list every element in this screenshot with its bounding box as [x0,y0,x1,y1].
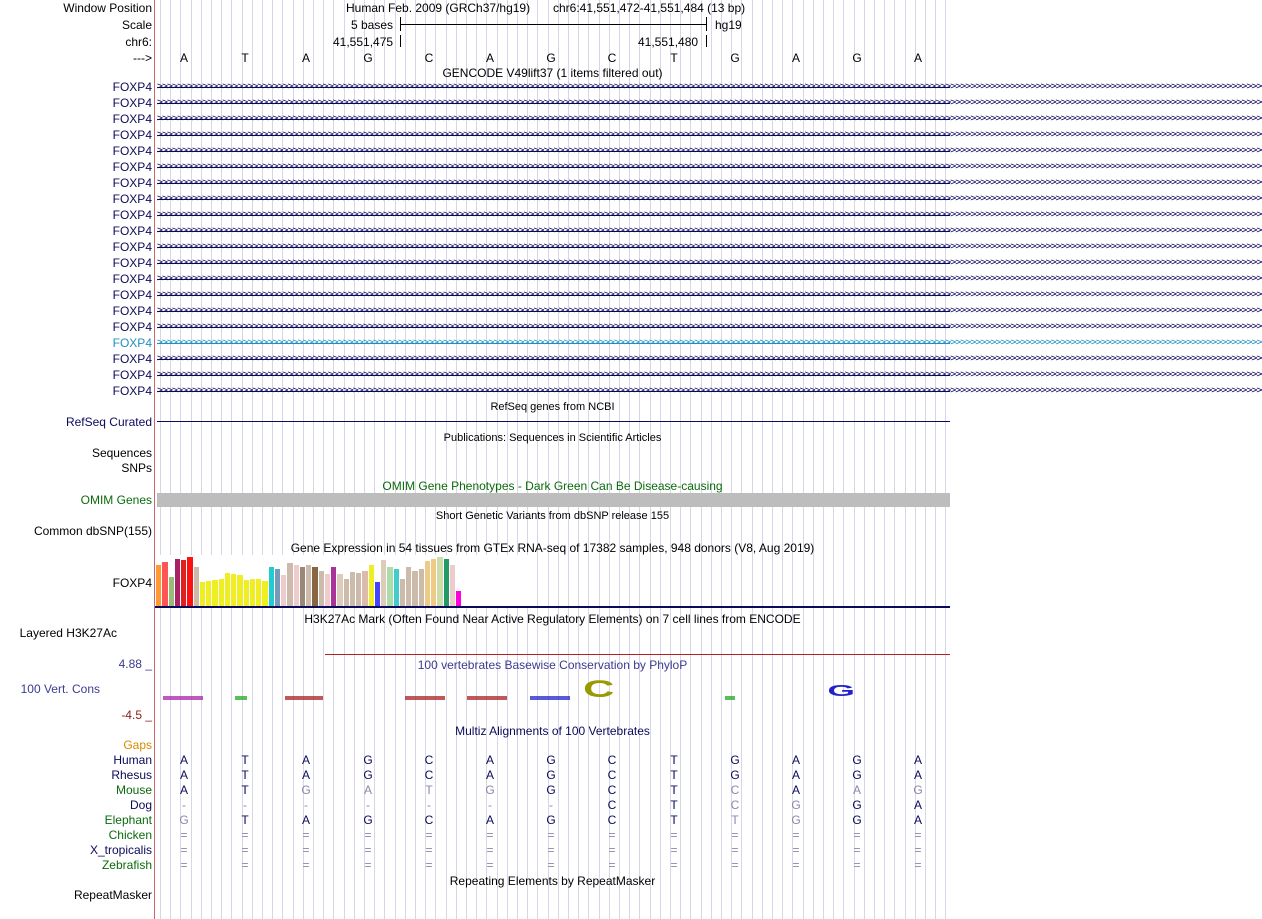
db-text: hg19 [715,18,742,32]
multiz-base: A [301,753,310,767]
multiz-base: G [363,768,373,782]
multiz-base: = [180,828,188,842]
strand-arrows: >>>>>>>>>>>>>>>>>>>>>>>>>>>>>>>>>>>>>>>>>>>>>>>>>>>>>>>>>>>>>>>>>>>>>>>>>>>>>>>>>>>>>>>>>>>>>>>>>>>>>>>>>>>>>>>>>>>>>>>>>>>>>>>>>>>>>>>>>>>>>>>>>>>>>>>>>>>>>>>>>>>>>>>>>>>>>>>>>>>>>>>>>>>>>>>>>>>>>>>>>>>>>>>>>>>>>>>>>>>> [157,177,1262,188]
strand-arrows: >>>>>>>>>>>>>>>>>>>>>>>>>>>>>>>>>>>>>>>>>>>>>>>>>>>>>>>>>>>>>>>>>>>>>>>>>>>>>>>>>>>>>>>>>>>>>>>>>>>>>>>>>>>>>>>>>>>>>>>>>>>>>>>>>>>>>>>>>>>>>>>>>>>>>>>>>>>>>>>>>>>>>>>>>>>>>>>>>>>>>>>>>>>>>>>>>>>>>>>>>>>>>>>>>>>>>>>>>>>> [157,369,1262,380]
strand-arrows: >>>>>>>>>>>>>>>>>>>>>>>>>>>>>>>>>>>>>>>>>>>>>>>>>>>>>>>>>>>>>>>>>>>>>>>>>>>>>>>>>>>>>>>>>>>>>>>>>>>>>>>>>>>>>>>>>>>>>>>>>>>>>>>>>>>>>>>>>>>>>>>>>>>>>>>>>>>>>>>>>>>>>>>>>>>>>>>>>>>>>>>>>>>>>>>>>>>>>>>>>>>>>>>>>>>>>>>>>>>> [157,145,1262,156]
assembly-text: Human Feb. 2009 (GRCh37/hg19) [346,1,531,15]
multiz-base: T [241,813,249,827]
label-sequences[interactable]: Sequences [91,446,152,460]
gtex-bar[interactable] [256,579,261,607]
multiz-base: C [607,798,617,812]
gtex-bar[interactable] [394,569,399,607]
strand-arrows: >>>>>>>>>>>>>>>>>>>>>>>>>>>>>>>>>>>>>>>>>>>>>>>>>>>>>>>>>>>>>>>>>>>>>>>>>>>>>>>>>>>>>>>>>>>>>>>>>>>>>>>>>>>>>>>>>>>>>>>>>>>>>>>>>>>>>>>>>>>>>>>>>>>>>>>>>>>>>>>>>>>>>>>>>>>>>>>>>>>>>>>>>>>>>>>>>>>>>>>>>>>>>>>>>>>>>>>>>>>> [157,161,1262,172]
multiz-base: = [364,858,372,872]
gencode-transcript[interactable] [155,96,1262,110]
cons-stripe [405,696,445,700]
multiz-base: G [913,783,923,797]
multiz-base: T [670,768,678,782]
base: A [485,51,494,65]
label-scale: Scale [121,18,152,32]
strand-arrows: >>>>>>>>>>>>>>>>>>>>>>>>>>>>>>>>>>>>>>>>>>>>>>>>>>>>>>>>>>>>>>>>>>>>>>>>>>>>>>>>>>>>>>>>>>>>>>>>>>>>>>>>>>>>>>>>>>>>>>>>>>>>>>>>>>>>>>>>>>>>>>>>>>>>>>>>>>>>>>>>>>>>>>>>>>>>>>>>>>>>>>>>>>>>>>>>>>>>>>>>>>>>>>>>>>>>>>>>>>>> [157,337,1262,348]
multiz-base: G [852,813,862,827]
strand-arrows: >>>>>>>>>>>>>>>>>>>>>>>>>>>>>>>>>>>>>>>>>>>>>>>>>>>>>>>>>>>>>>>>>>>>>>>>>>>>>>>>>>>>>>>>>>>>>>>>>>>>>>>>>>>>>>>>>>>>>>>>>>>>>>>>>>>>>>>>>>>>>>>>>>>>>>>>>>>>>>>>>>>>>>>>>>>>>>>>>>>>>>>>>>>>>>>>>>>>>>>>>>>>>>>>>>>>>>>>>>>> [157,113,1262,124]
gencode-label[interactable]: FOXP4 [112,288,152,302]
gencode-transcript[interactable] [155,256,1262,270]
dbsnp-title: Short Genetic Variants from dbSNP release 155 [435,510,670,522]
multiz-base: G [730,753,740,767]
gtex-baseline [155,606,950,608]
multiz-base: A [852,783,861,797]
gtex-bar[interactable] [231,574,236,607]
track-image[interactable] [155,0,1262,919]
cons-letter: C [583,676,615,703]
gtex-bar[interactable] [225,573,230,607]
multiz-species-label[interactable]: Gaps [123,738,152,752]
cons-stripe [725,696,735,700]
cons-letter: G [827,683,855,700]
strand-arrows: >>>>>>>>>>>>>>>>>>>>>>>>>>>>>>>>>>>>>>>>>>>>>>>>>>>>>>>>>>>>>>>>>>>>>>>>>>>>>>>>>>>>>>>>>>>>>>>>>>>>>>>>>>>>>>>>>>>>>>>>>>>>>>>>>>>>>>>>>>>>>>>>>>>>>>>>>>>>>>>>>>>>>>>>>>>>>>>>>>>>>>>>>>>>>>>>>>>>>>>>>>>>>>>>>>>>>>>>>>>> [157,129,1262,140]
multiz-base: = [853,828,861,842]
multiz-base: G [179,813,189,827]
gtex-bar[interactable] [250,579,255,607]
gencode-label[interactable]: FOXP4 [112,112,152,126]
track-labels [0,0,152,919]
position-text: chr6:41,551,472-41,551,484 (13 bp) [553,1,746,15]
multiz-base: - [549,798,553,812]
multiz-base: A [363,783,372,797]
base: A [791,51,800,65]
strand-arrows: >>>>>>>>>>>>>>>>>>>>>>>>>>>>>>>>>>>>>>>>>>>>>>>>>>>>>>>>>>>>>>>>>>>>>>>>>>>>>>>>>>>>>>>>>>>>>>>>>>>>>>>>>>>>>>>>>>>>>>>>>>>>>>>>>>>>>>>>>>>>>>>>>>>>>>>>>>>>>>>>>>>>>>>>>>>>>>>>>>>>>>>>>>>>>>>>>>>>>>>>>>>>>>>>>>>>>>>>>>>> [157,193,1262,204]
gtex-bar[interactable] [406,567,411,607]
multiz-base: = [486,828,494,842]
multiz-base: A [485,813,494,827]
gtex-bar[interactable] [219,579,224,607]
multiz-base: - [243,798,247,812]
h3k27ac-title: H3K27Ac Mark (Often Found Near Active Regulatory Elements) on 7 cell lines from ENCODE [304,612,801,626]
label-chrom: chr6: [125,35,152,49]
gencode-transcript[interactable] [155,320,1262,334]
multiz-base: A [179,783,188,797]
base: A [913,51,922,65]
base: A [179,51,188,65]
multiz-base: C [607,753,617,767]
multiz-base: G [791,798,801,812]
strand-arrows: >>>>>>>>>>>>>>>>>>>>>>>>>>>>>>>>>>>>>>>>>>>>>>>>>>>>>>>>>>>>>>>>>>>>>>>>>>>>>>>>>>>>>>>>>>>>>>>>>>>>>>>>>>>>>>>>>>>>>>>>>>>>>>>>>>>>>>>>>>>>>>>>>>>>>>>>>>>>>>>>>>>>>>>>>>>>>>>>>>>>>>>>>>>>>>>>>>>>>>>>>>>>>>>>>>>>>>>>>>>> [157,97,1262,108]
multiz-species-label[interactable]: Mouse [115,783,152,797]
gtex-bar[interactable] [156,565,161,607]
base: C [424,51,434,65]
label-strand: ---> [133,51,152,65]
gencode-transcript[interactable] [155,288,1262,302]
gencode-transcript[interactable] [155,128,1262,142]
multiz-species-label[interactable]: Dog [129,798,152,812]
strand-arrows: >>>>>>>>>>>>>>>>>>>>>>>>>>>>>>>>>>>>>>>>>>>>>>>>>>>>>>>>>>>>>>>>>>>>>>>>>>>>>>>>>>>>>>>>>>>>>>>>>>>>>>>>>>>>>>>>>>>>>>>>>>>>>>>>>>>>>>>>>>>>>>>>>>>>>>>>>>>>>>>>>>>>>>>>>>>>>>>>>>>>>>>>>>>>>>>>>>>>>>>>>>>>>>>>>>>>>>>>>>>> [157,273,1262,284]
multiz-base: G [363,813,373,827]
multiz-base: T [670,753,678,767]
base: T [670,51,678,65]
gtex-bar[interactable] [312,567,317,607]
coord-right: 41,551,480 [638,35,699,49]
gtex-bar[interactable] [387,567,392,607]
multiz-base: A [791,768,800,782]
multiz-base: T [241,783,249,797]
multiz-base: T [425,783,433,797]
multiz-base: = [302,828,310,842]
h3k27ac-signal[interactable] [325,654,950,655]
gencode-label[interactable]: FOXP4 [112,144,152,158]
repeat-title: Repeating Elements by RepeatMasker [449,874,656,888]
multiz-base: = [302,843,310,857]
cons-stripe [285,696,323,700]
gencode-label[interactable]: FOXP4 [112,128,152,142]
multiz-base: = [608,843,616,857]
multiz-base: G [852,798,862,812]
strand-arrows: >>>>>>>>>>>>>>>>>>>>>>>>>>>>>>>>>>>>>>>>>>>>>>>>>>>>>>>>>>>>>>>>>>>>>>>>>>>>>>>>>>>>>>>>>>>>>>>>>>>>>>>>>>>>>>>>>>>>>>>>>>>>>>>>>>>>>>>>>>>>>>>>>>>>>>>>>>>>>>>>>>>>>>>>>>>>>>>>>>>>>>>>>>>>>>>>>>>>>>>>>>>>>>>>>>>>>>>>>>>> [157,353,1262,364]
gencode-transcript[interactable] [155,80,1262,94]
gtex-bar[interactable] [444,559,449,607]
multiz-base: = [425,828,433,842]
multiz-species-label[interactable]: Elephant [104,813,152,827]
multiz-base: A [913,813,922,827]
multiz-base: T [731,813,739,827]
multiz-base: = [425,858,433,872]
gencode-transcript[interactable] [155,384,1262,398]
refseq-line[interactable] [157,421,950,422]
base: G [546,51,556,65]
multiz-base: = [914,858,922,872]
cons-stripe [467,696,507,700]
gtex-bar[interactable] [194,567,199,607]
gtex-bar[interactable] [362,571,367,607]
multiz-base: C [607,813,617,827]
multiz-base: - [488,798,492,812]
multiz-base: G [363,753,373,767]
gtex-bar[interactable] [206,581,211,607]
gencode-label[interactable]: FOXP4 [112,352,152,366]
gencode-transcript[interactable] [155,192,1262,206]
gtex-bar[interactable] [269,567,274,607]
multiz-base: - [427,798,431,812]
scale-text: 5 bases [351,18,394,32]
gencode-label[interactable]: FOXP4 [112,224,152,238]
multiz-base: C [607,783,617,797]
strand-arrows: >>>>>>>>>>>>>>>>>>>>>>>>>>>>>>>>>>>>>>>>>>>>>>>>>>>>>>>>>>>>>>>>>>>>>>>>>>>>>>>>>>>>>>>>>>>>>>>>>>>>>>>>>>>>>>>>>>>>>>>>>>>>>>>>>>>>>>>>>>>>>>>>>>>>>>>>>>>>>>>>>>>>>>>>>>>>>>>>>>>>>>>>>>>>>>>>>>>>>>>>>>>>>>>>>>>>>>>>>>>> [157,257,1262,268]
gtex-bar[interactable] [325,574,330,607]
gtex-bar[interactable] [262,581,267,607]
gtex-bar[interactable] [212,580,217,607]
multiz-base: = [364,828,372,842]
gtex-bar[interactable] [187,557,192,607]
multiz-base: = [547,858,555,872]
multiz-base: = [364,843,372,857]
cons-stripe [163,696,203,700]
gtex-bar[interactable] [319,571,324,607]
gencode-label[interactable]: FOXP4 [112,80,152,94]
gtex-bar[interactable] [237,575,242,607]
multiz-base: = [670,828,678,842]
label-cons-min: -4.5 _ [121,708,152,722]
multiz-species-label[interactable]: X_tropicalis [89,843,152,857]
gtex-chart[interactable] [155,555,535,607]
multiz-base: A [913,753,922,767]
multiz-base: A [179,768,188,782]
gencode-transcript[interactable] [155,224,1262,238]
multiz-base: G [485,783,495,797]
label-refseq[interactable]: RefSeq Curated [65,415,152,429]
gencode-transcript[interactable] [155,240,1262,254]
multiz-base: = [608,828,616,842]
multiz-base: T [670,798,678,812]
scale-bar [400,24,706,25]
base: A [301,51,310,65]
refseq-title: RefSeq genes from NCBI [490,401,615,413]
multiz-base: C [730,783,740,797]
gencode-label[interactable]: FOXP4 [112,192,152,206]
label-snps[interactable]: SNPs [121,461,152,475]
gtex-bar[interactable] [181,560,186,607]
multiz-base: T [670,783,678,797]
gencode-transcript[interactable] [155,208,1262,222]
multiz-title: Multiz Alignments of 100 Vertebrates [455,724,650,738]
multiz-base: = [914,828,922,842]
gtex-bar[interactable] [419,569,424,607]
multiz-base: - [304,798,308,812]
base: G [363,51,373,65]
multiz-base: = [425,843,433,857]
gtex-bar[interactable] [244,580,249,607]
gencode-transcript[interactable] [155,112,1262,126]
gtex-bar[interactable] [437,557,442,607]
gtex-bar[interactable] [412,571,417,607]
gencode-transcript[interactable] [155,144,1262,158]
multiz-base: C [730,798,740,812]
gencode-transcript[interactable] [155,368,1262,382]
multiz-base: A [485,753,494,767]
multiz-base: A [179,753,188,767]
gencode-label[interactable]: FOXP4 [112,240,152,254]
gencode-label[interactable]: FOXP4 [112,208,152,222]
scale-bar-right [706,17,707,31]
gtex-bar[interactable] [400,579,405,607]
label-cons[interactable]: 100 Vert. Cons [20,682,100,696]
gtex-bar[interactable] [331,567,336,607]
multiz-base: G [546,768,556,782]
multiz-base: G [546,813,556,827]
gtex-bar[interactable] [281,575,286,607]
multiz-base: = [731,858,739,872]
strand-arrows: >>>>>>>>>>>>>>>>>>>>>>>>>>>>>>>>>>>>>>>>>>>>>>>>>>>>>>>>>>>>>>>>>>>>>>>>>>>>>>>>>>>>>>>>>>>>>>>>>>>>>>>>>>>>>>>>>>>>>>>>>>>>>>>>>>>>>>>>>>>>>>>>>>>>>>>>>>>>>>>>>>>>>>>>>>>>>>>>>>>>>>>>>>>>>>>>>>>>>>>>>>>>>>>>>>>>>>>>>>>> [157,241,1262,252]
gtex-title: Gene Expression in 54 tissues from GTEx RNA-seq of 17382 samples, 948 donors (V8, Aug 2019) [290,541,815,555]
multiz-base: = [180,843,188,857]
multiz-base: T [670,813,678,827]
label-gtex-gene[interactable]: FOXP4 [112,576,152,590]
multiz-base: A [791,753,800,767]
multiz-base: C [607,768,617,782]
gtex-bar[interactable] [300,567,305,607]
multiz-base: = [486,858,494,872]
multiz-base: A [913,798,922,812]
label-repeatmasker[interactable]: RepeatMasker [73,888,152,902]
multiz-species-label[interactable]: Chicken [108,828,152,842]
multiz-base: G [852,753,862,767]
gencode-label[interactable]: FOXP4 [112,272,152,286]
multiz-base: = [670,843,678,857]
base: T [241,51,249,65]
multiz-base: G [791,813,801,827]
gencode-label[interactable]: FOXP4 [112,256,152,270]
multiz-base: C [424,813,434,827]
multiz-base: = [547,843,555,857]
strand-arrows: >>>>>>>>>>>>>>>>>>>>>>>>>>>>>>>>>>>>>>>>>>>>>>>>>>>>>>>>>>>>>>>>>>>>>>>>>>>>>>>>>>>>>>>>>>>>>>>>>>>>>>>>>>>>>>>>>>>>>>>>>>>>>>>>>>>>>>>>>>>>>>>>>>>>>>>>>>>>>>>>>>>>>>>>>>>>>>>>>>>>>>>>>>>>>>>>>>>>>>>>>>>>>>>>>>>>>>>>>>>> [157,225,1262,236]
omim-title: OMIM Gene Phenotypes - Dark Green Can Be Disease-causing [382,479,723,493]
gencode-label[interactable]: FOXP4 [112,336,152,350]
omim-bar[interactable] [157,493,950,507]
gencode-label[interactable]: FOXP4 [112,176,152,190]
multiz-base: A [485,768,494,782]
gencode-transcript[interactable] [155,336,1262,350]
gtex-bar[interactable] [450,565,455,607]
strand-arrows: >>>>>>>>>>>>>>>>>>>>>>>>>>>>>>>>>>>>>>>>>>>>>>>>>>>>>>>>>>>>>>>>>>>>>>>>>>>>>>>>>>>>>>>>>>>>>>>>>>>>>>>>>>>>>>>>>>>>>>>>>>>>>>>>>>>>>>>>>>>>>>>>>>>>>>>>>>>>>>>>>>>>>>>>>>>>>>>>>>>>>>>>>>>>>>>>>>>>>>>>>>>>>>>>>>>>>>>>>>>> [157,321,1262,332]
multiz-base: = [731,843,739,857]
gtex-bar[interactable] [169,577,174,607]
cons-stripe [530,696,570,700]
multiz-base: C [424,753,434,767]
multiz-base: = [670,858,678,872]
multiz-base: = [853,843,861,857]
gtex-bar[interactable] [175,559,180,607]
label-window-position: Window Position [63,1,152,15]
gtex-bar[interactable] [425,561,430,607]
multiz-species-label[interactable]: Human [113,753,152,767]
multiz-base: = [853,858,861,872]
multiz-base: = [792,828,800,842]
gtex-bar[interactable] [431,559,436,607]
multiz-base: G [546,783,556,797]
label-omim[interactable]: OMIM Genes [80,493,152,507]
gtex-bar[interactable] [381,560,386,607]
multiz-base: = [241,843,249,857]
multiz-base: G [730,768,740,782]
strand-arrows: >>>>>>>>>>>>>>>>>>>>>>>>>>>>>>>>>>>>>>>>>>>>>>>>>>>>>>>>>>>>>>>>>>>>>>>>>>>>>>>>>>>>>>>>>>>>>>>>>>>>>>>>>>>>>>>>>>>>>>>>>>>>>>>>>>>>>>>>>>>>>>>>>>>>>>>>>>>>>>>>>>>>>>>>>>>>>>>>>>>>>>>>>>>>>>>>>>>>>>>>>>>>>>>>>>>>>>>>>>>> [157,289,1262,300]
multiz-base: = [180,858,188,872]
multiz-base: T [241,768,249,782]
multiz-base: G [301,783,311,797]
multiz-base: - [182,798,186,812]
multiz-base: = [302,858,310,872]
coord-tick-right [706,35,707,47]
cons-stripe [235,696,247,700]
multiz-base: A [301,813,310,827]
base: G [730,51,740,65]
gencode-label[interactable]: FOXP4 [112,304,152,318]
gencode-label[interactable]: FOXP4 [112,368,152,382]
gencode-label[interactable]: FOXP4 [112,384,152,398]
multiz-base: A [301,768,310,782]
label-dbsnp[interactable]: Common dbSNP(155) [33,524,152,538]
gencode-label[interactable]: FOXP4 [112,320,152,334]
gtex-bar[interactable] [375,582,380,607]
label-cons-max: 4.88 _ [118,657,152,671]
strand-arrows: >>>>>>>>>>>>>>>>>>>>>>>>>>>>>>>>>>>>>>>>>>>>>>>>>>>>>>>>>>>>>>>>>>>>>>>>>>>>>>>>>>>>>>>>>>>>>>>>>>>>>>>>>>>>>>>>>>>>>>>>>>>>>>>>>>>>>>>>>>>>>>>>>>>>>>>>>>>>>>>>>>>>>>>>>>>>>>>>>>>>>>>>>>>>>>>>>>>>>>>>>>>>>>>>>>>>>>>>>>>> [157,209,1262,220]
gtex-bar[interactable] [294,565,299,607]
gencode-label[interactable]: FOXP4 [112,160,152,174]
multiz-base: = [608,858,616,872]
pubs-title: Publications: Sequences in Scientific Articles [443,432,662,444]
gencode-transcript[interactable] [155,352,1262,366]
multiz-base: - [366,798,370,812]
multiz-species-label[interactable]: Rhesus [111,768,152,782]
gtex-bar[interactable] [356,573,361,607]
multiz-base: = [792,843,800,857]
multiz-base: G [852,768,862,782]
gtex-bar[interactable] [369,565,374,607]
multiz-base: = [486,843,494,857]
gtex-bar[interactable] [162,562,167,607]
multiz-base: = [792,858,800,872]
multiz-base: A [913,768,922,782]
multiz-base: = [731,828,739,842]
gtex-bar[interactable] [287,563,292,607]
gtex-bar[interactable] [200,582,205,607]
gtex-bar[interactable] [275,569,280,607]
gtex-bar[interactable] [306,565,311,607]
gtex-bar[interactable] [456,591,461,607]
gencode-transcript[interactable] [155,176,1262,190]
coord-left: 41,551,475 [333,35,394,49]
gencode-label[interactable]: FOXP4 [112,96,152,110]
multiz-base: T [241,753,249,767]
strand-arrows: >>>>>>>>>>>>>>>>>>>>>>>>>>>>>>>>>>>>>>>>>>>>>>>>>>>>>>>>>>>>>>>>>>>>>>>>>>>>>>>>>>>>>>>>>>>>>>>>>>>>>>>>>>>>>>>>>>>>>>>>>>>>>>>>>>>>>>>>>>>>>>>>>>>>>>>>>>>>>>>>>>>>>>>>>>>>>>>>>>>>>>>>>>>>>>>>>>>>>>>>>>>>>>>>>>>>>>>>>>>> [157,81,1262,92]
gencode-transcript[interactable] [155,304,1262,318]
multiz-base: A [791,783,800,797]
gtex-bar[interactable] [337,574,342,607]
multiz-species-label[interactable]: Zebrafish [101,858,152,872]
label-h3k27ac[interactable]: Layered H3K27Ac [19,626,117,640]
multiz-base: = [241,828,249,842]
gencode-transcript[interactable] [155,272,1262,286]
multiz-base: = [914,843,922,857]
gtex-bar[interactable] [344,579,349,607]
multiz-base: G [546,753,556,767]
base: C [607,51,617,65]
cons-title: 100 vertebrates Basewise Conservation by PhyloP [417,658,688,672]
strand-arrows: >>>>>>>>>>>>>>>>>>>>>>>>>>>>>>>>>>>>>>>>>>>>>>>>>>>>>>>>>>>>>>>>>>>>>>>>>>>>>>>>>>>>>>>>>>>>>>>>>>>>>>>>>>>>>>>>>>>>>>>>>>>>>>>>>>>>>>>>>>>>>>>>>>>>>>>>>>>>>>>>>>>>>>>>>>>>>>>>>>>>>>>>>>>>>>>>>>>>>>>>>>>>>>>>>>>>>>>>>>>> [157,385,1262,396]
coord-tick-left [400,35,401,47]
multiz-base: C [424,768,434,782]
multiz-base: = [547,828,555,842]
base: G [852,51,862,65]
gtex-bar[interactable] [350,572,355,607]
strand-arrows: >>>>>>>>>>>>>>>>>>>>>>>>>>>>>>>>>>>>>>>>>>>>>>>>>>>>>>>>>>>>>>>>>>>>>>>>>>>>>>>>>>>>>>>>>>>>>>>>>>>>>>>>>>>>>>>>>>>>>>>>>>>>>>>>>>>>>>>>>>>>>>>>>>>>>>>>>>>>>>>>>>>>>>>>>>>>>>>>>>>>>>>>>>>>>>>>>>>>>>>>>>>>>>>>>>>>>>>>>>>> [157,305,1262,316]
gencode-title: GENCODE V49lift37 (1 items filtered out) [442,66,663,80]
multiz-base: = [241,858,249,872]
gencode-transcript[interactable] [155,160,1262,174]
